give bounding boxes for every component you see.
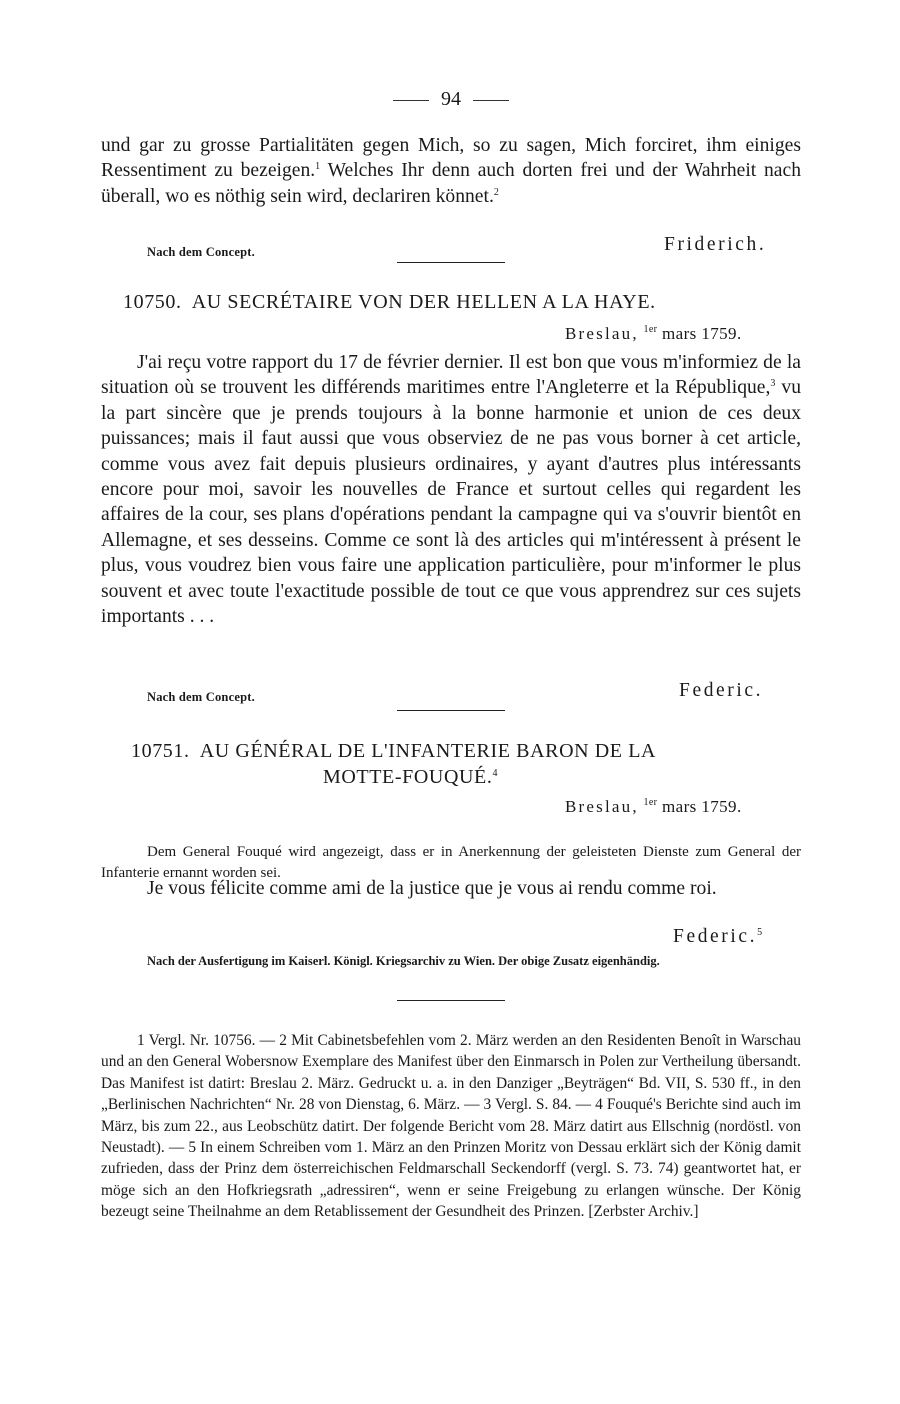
letter-title: AU SECRÉTAIRE VON DER HELLEN A LA HAYE. bbox=[191, 291, 656, 313]
letter-title-line2-wrap bbox=[323, 764, 498, 790]
continuation-text-a: und gar zu grosse Partialitäten gegen Mich, so zu sagen, Mich forciret, ihm einiges Ressentiment zu bezeigen. bbox=[101, 135, 801, 182]
page-number: 94 bbox=[441, 88, 461, 110]
dateline-place-2: Breslau, bbox=[565, 797, 639, 816]
page-header bbox=[101, 88, 801, 111]
footnote-ref-3: 3 bbox=[770, 378, 776, 390]
letter-body-part-b: vu la part sincère que je prends toujours à la bonne harmonie et union de ces deux puissances; mais il faut aussi que vous observiez de ne pas vous borner à cet article, comme vous avez fait depuis plusieurs ordinaires, y ayant d'autres plus intéressants encore pour moi, savoir les nouvelles de France et surtout celles qui regardent les affaires de la cour, ses plans d'opérations pendant la campagne qui va s'ouvrir bientôt en Allemagne, et ses desseins. Comme ce sont là des articles qui m'intéressent à présent le plus, vous voudrez bien vous faire une application particulière, pour m'informer le plus souvent et avec toute l'exactitude possible de tout ce que vous apprendrez sur ces sujets importants . . . bbox=[101, 377, 801, 628]
letter-summary-10751: Dem General Fouqué wird angezeigt, dass er in Anerkennung der geleisteten Dienste zum General der Infanterie ernannt worden sei. bbox=[101, 844, 801, 881]
dateline-sup-2: 1er bbox=[643, 797, 658, 808]
dateline-10751 bbox=[565, 797, 742, 817]
header-dash-left bbox=[393, 100, 429, 101]
dateline-10750 bbox=[565, 324, 742, 344]
signature-3 bbox=[673, 926, 765, 948]
continuation-paragraph bbox=[101, 133, 801, 209]
source-note-1: Nach dem Concept. bbox=[147, 245, 255, 259]
header-dash-right bbox=[473, 100, 509, 101]
source-note-2: Nach dem Concept. bbox=[147, 690, 255, 704]
footnote-ref-5: 5 bbox=[757, 927, 765, 938]
letter-title-line1: AU GÉNÉRAL DE L'INFANTERIE BARON DE LA bbox=[199, 740, 657, 762]
signature-1: Friderich. bbox=[664, 234, 767, 255]
dateline-place: Breslau, bbox=[565, 324, 639, 343]
dateline-date-2: mars 1759. bbox=[657, 797, 742, 816]
letter-heading-10751 bbox=[131, 738, 811, 764]
signature-2: Federic. bbox=[679, 680, 764, 701]
letter-body-10750 bbox=[101, 350, 801, 629]
continuation-text-b: Welches Ihr denn auch dorten frei und der Wahrheit nach überall, wo es nöthig sein wird, declariren könnet. bbox=[101, 160, 802, 207]
divider-1 bbox=[397, 262, 505, 263]
letter-body-part-a: J'ai reçu votre rapport du 17 de février dernier. Il est bon que vous m'informiez de la situation où se trouvent les différends maritimes entre l'Angleterre et la République, bbox=[101, 352, 801, 399]
letter-number: 10750. bbox=[123, 291, 182, 313]
footnotes: 1 Vergl. Nr. 10756. — 2 Mit Cabinetsbefehlen vom 2. März werden an den Residenten Benoît in Warschau und an den General Wobersnow Exemplare des Manifest über den Einmarsch in Polen zur Vertheilung übersandt. Das Manifest ist datirt: Breslau 2. März. Gedruckt u. a. in den Danziger „Beyträgen“ Bd. VII, S. 530 ff., in den „Berlinischen Nachrichten“ Nr. 28 von Dienstag, 6. März. — 3 Vergl. S. 84. — 4 Fouqué's Berichte sind auch im März, bis zum 22., aus Leobschütz datirt. Der folgende Bericht vom 28. März datirt aus Ellschnig (nordöstl. von Neustadt). — 5 In einem Schreiben vom 1. März an den Prinzen Moritz von Dessau erklärt sich der König damit zufrieden, dass der Prinz dem österreichischen Feldmarschall Seckendorff (vergl. S. 73. 74) geantwortet hat, er möge sich an den Hofkriegsrath „adressiren“, wenn er seine Freigebung zu erlangen wünsche. Der König bezeugt seine Theilnahme an dem Retablissement der Gesundheit des Prinzen. [Zerbster Archiv.] bbox=[101, 1032, 801, 1221]
letter-number-2: 10751. bbox=[131, 740, 190, 762]
divider-3 bbox=[397, 1000, 505, 1001]
signature-3-text: Federic. bbox=[673, 926, 758, 947]
footnote-ref-4: 4 bbox=[492, 768, 499, 779]
dateline-sup: 1er bbox=[643, 324, 658, 335]
footnote-ref-1: 1 bbox=[315, 161, 321, 173]
letter-title-line2: MOTTE-FOUQUÉ. bbox=[323, 766, 493, 788]
letter-body-10751: Je vous félicite comme ami de la justice que je vous ai rendu comme roi. bbox=[147, 878, 717, 899]
dateline-date: mars 1759. bbox=[657, 324, 742, 343]
divider-2 bbox=[397, 710, 505, 711]
source-note-3: Nach der Ausfertigung im Kaiserl. Königl. Kriegsarchiv zu Wien. Der obige Zusatz eigenhändig. bbox=[147, 954, 660, 968]
letter-heading-10750 bbox=[123, 289, 803, 315]
footnote-ref-2: 2 bbox=[493, 186, 499, 198]
